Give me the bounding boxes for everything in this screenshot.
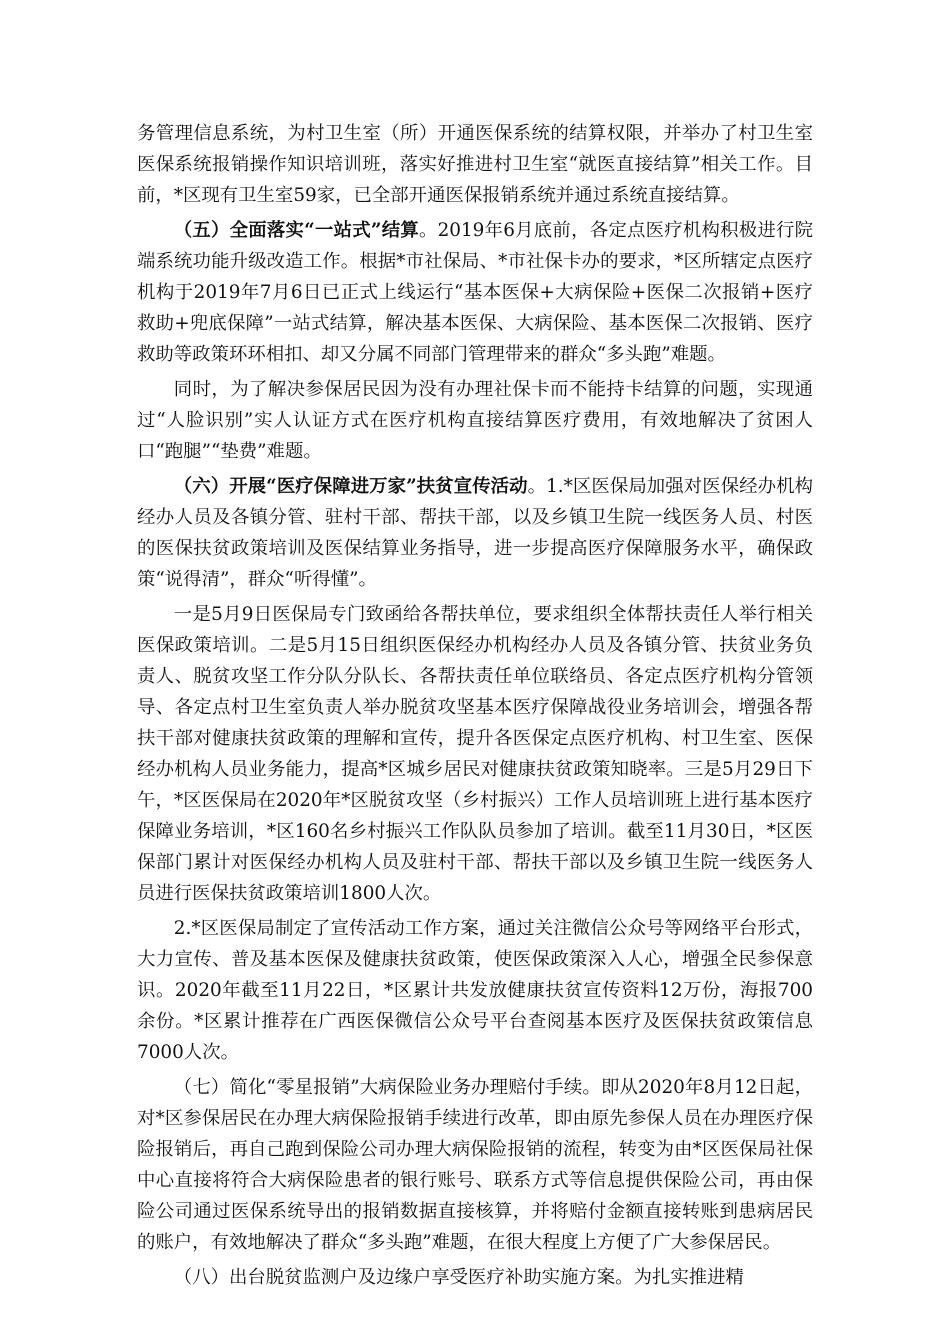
section-heading: （五）全面落实“一站式”结算 bbox=[173, 220, 419, 241]
paragraph-text: 。2019年6月底前，各定点医疗机构积极进行院端系统功能升级改造工作。根据*市社保局、*市社保卡办的要求，*区所辖定点医疗机构于2019年7月6日已正式上线运行“基本医保+大病保险+医保二次报销+医疗救助+兜底保障”一站式结算，解决基本医保、大病保险、基本医保二次报销、医疗救助等政策环环相扣、却又分属不同部门管理带来的群众“多头跑”难题。 bbox=[137, 220, 813, 365]
paragraph-continuation bbox=[137, 118, 813, 211]
paragraph-text: （八）出台脱贫监测户及边缘户享受医疗补助实施方案。为扎实推进精 bbox=[173, 1267, 744, 1288]
paragraph-text: 。1.*区医保局加强对医保经办机构经办人员及各镇分管、驻村干部、帮扶干部，以及乡镇卫生院一线医务人员、村医的医保扶贫政策培训及医保结算业务指导，进一步提高医疗保障服务水平，确保政策“说得清”，群众“听得懂”。 bbox=[137, 476, 813, 590]
paragraph-text: （七）简化“零星报销”大病保险业务办理赔付手续。即从2020年8月12日起，对*区参保居民在办理大病保险报销手续进行改革，即由原先参保人员在办理医疗保险报销后，再自己跑到保险公司办理大病保险报销的流程，转变为由*区医保局社保中心直接将符合大病保险患者的银行账号、联系方式等信息提供保险公司，再由保险公司通过医保系统导出的报销数据直接核算，并将赔付金额直接转账到患病居民的账户，有效地解决了群众“多头跑”难题，在很大程度上方便了广大参保居民。 bbox=[137, 1077, 813, 1253]
paragraph-text: 2.*区医保局制定了宣传活动工作方案，通过关注微信公众号等网络平台形式，大力宣传、普及基本医保及健康扶贫政策，使医保政策深入人心，增强全民参保意识。2020年截至11月22日，*区累计共发放健康扶贫宣传资料12万份，海报700余份。*区累计推荐在广西医保微信公众号平台查阅基本医疗及医保扶贫政策信息7000人次。 bbox=[137, 918, 813, 1063]
paragraph-text: 一是5月9日医保局专门致函给各帮扶单位，要求组织全体帮扶责任人举行相关医保政策培训。二是5月15日组织医保经办机构经办人员及各镇分管、扶贫业务负责人、脱贫攻坚工作分队分队长、各帮扶责任单位联络员、各定点医疗机构分管领导、各定点村卫生室负责人举办脱贫攻坚基本医疗保障战役业务培训会，增强各帮扶干部对健康扶贫政策的理解和宣传，提升各医保定点医疗机构、村卫生室、医保经办机构人员业务能力，提高*区城乡居民对健康扶贫政策知晓率。三是5月29日下午，*区医保局在2020年*区脱贫攻坚（乡村振兴）工作人员培训班上进行基本医疗保障业务培训，*区160名乡村振兴工作队队员参加了培训。截至11月30日，*区医保部门累计对医保经办机构人员及驻村干部、帮扶干部以及乡镇卫生院一线医务人员进行医保扶贫政策培训1800人次。 bbox=[137, 604, 813, 904]
paragraph-section-8 bbox=[137, 1262, 813, 1293]
paragraph-publicity bbox=[137, 913, 813, 1068]
paragraph-text: 务管理信息系统，为村卫生室（所）开通医保系统的结算权限，并举办了村卫生室医保系统报销操作知识培训班，落实好推进村卫生室“就医直接结算”相关工作。目前，*区现有卫生室59家，已全部开通医保报销系统并通过系统直接结算。 bbox=[137, 123, 813, 206]
paragraph-section-5 bbox=[137, 215, 813, 370]
paragraph-face-recognition bbox=[137, 374, 813, 467]
document-body bbox=[137, 118, 813, 1297]
paragraph-section-6 bbox=[137, 471, 813, 595]
paragraph-section-7 bbox=[137, 1072, 813, 1258]
paragraph-text: 同时，为了解决参保居民因为没有办理社保卡而不能持卡结算的问题，实现通过“人脸识别”实人认证方式在医疗机构直接结算医疗费用，有效地解决了贫困人口“跑腿”“垫费”难题。 bbox=[137, 379, 813, 462]
paragraph-training bbox=[137, 599, 813, 909]
section-heading: （六）开展“医疗保障进万家”扶贫宣传活动 bbox=[173, 476, 528, 497]
